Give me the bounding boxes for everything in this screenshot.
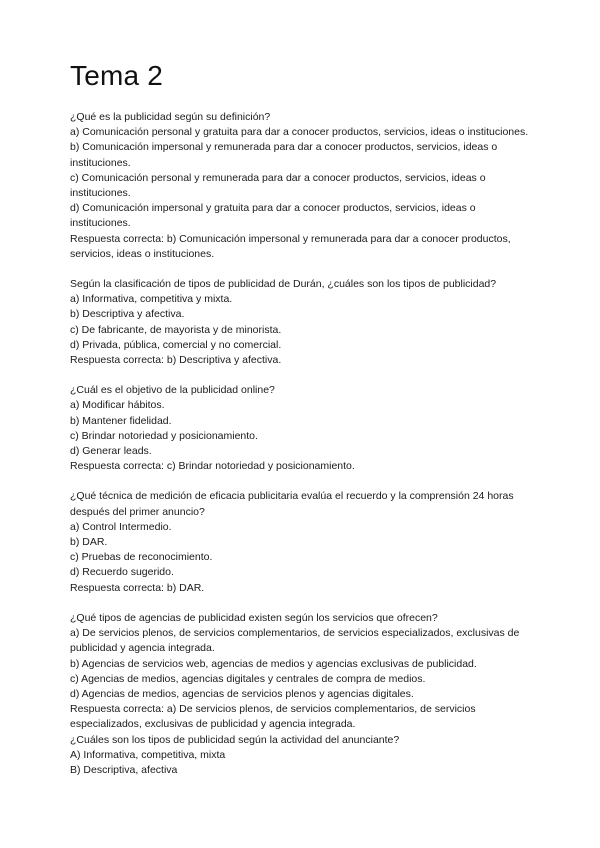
answer-text: Respuesta correcta: c) Brindar notoriedad y posicionamiento.	[70, 460, 355, 473]
question-5	[70, 611, 532, 733]
answer-text: Respuesta correcta: b) Comunicación impersonal y remunerada para dar a conocer productos, servicios, ideas o instituciones.	[70, 232, 511, 260]
answer-text: Respuesta correcta: b) DAR.	[70, 581, 205, 594]
question-3	[70, 383, 532, 474]
question-option: d) Recuerdo sugerido.	[70, 566, 174, 579]
question-option: d) Agencias de medios, agencias de servicios plenos y agencias digitales.	[70, 687, 414, 700]
question-option: b) DAR.	[70, 536, 108, 549]
question-option: c) Pruebas de reconocimiento.	[70, 551, 213, 564]
answer-text: Respuesta correcta: a) De servicios plenos, de servicios complementarios, de servicios especializados, exclusivas de publicidad y agencia integrada.	[70, 703, 476, 731]
question-option: B) Descriptiva, afectiva	[70, 763, 178, 776]
question-1	[70, 110, 532, 262]
page-title: Tema 2	[70, 60, 164, 91]
question-2	[70, 277, 532, 368]
question-text: ¿Qué es la publicidad según su definición?	[70, 111, 271, 123]
question-text: ¿Cuál es el objetivo de la publicidad online?	[70, 384, 275, 397]
question-text: ¿Cuáles son los tipos de publicidad según la actividad del anunciante?	[70, 733, 400, 746]
question-option: b) Descriptiva y afectiva.	[70, 308, 185, 321]
question-option: d) Comunicación impersonal y gratuita para dar a conocer productos, servicios, ideas o instituciones.	[70, 202, 476, 230]
question-option: a) Control Intermedio.	[70, 520, 172, 533]
question-6	[70, 733, 532, 779]
question-text: ¿Qué técnica de medición de eficacia publicitaria evalúa el recuerdo y la comprensión 24 horas después del primer anuncio?	[70, 490, 514, 518]
question-option: b) Mantener fidelidad.	[70, 414, 172, 427]
question-option: d) Generar leads.	[70, 445, 152, 458]
question-option: c) De fabricante, de mayorista y de minorista.	[70, 323, 282, 336]
question-option: a) Comunicación personal y gratuita para dar a conocer productos, servicios, ideas o instituciones.	[70, 126, 529, 139]
question-4	[70, 489, 532, 595]
answer-text: Respuesta correcta: b) Descriptiva y afectiva.	[70, 354, 282, 367]
question-option: a) Modificar hábitos.	[70, 399, 165, 412]
question-option: b) Agencias de servicios web, agencias de medios y agencias exclusivas de publicidad.	[70, 657, 477, 670]
question-text: Según la clasificación de tipos de publicidad de Durán, ¿cuáles son los tipos de publicidad?	[70, 278, 497, 291]
question-option: a) Informativa, competitiva y mixta.	[70, 293, 233, 306]
question-option: c) Agencias de medios, agencias digitales y centrales de compra de medios.	[70, 672, 426, 685]
question-option: c) Brindar notoriedad y posicionamiento.	[70, 429, 258, 442]
question-option: d) Privada, pública, comercial y no comercial.	[70, 338, 282, 351]
question-option: A) Informativa, competitiva, mixta	[70, 748, 226, 761]
question-option: a) De servicios plenos, de servicios complementarios, de servicios especializados, exclusivas de publicidad y agencia integrada.	[70, 627, 520, 655]
question-option: b) Comunicación impersonal y remunerada para dar a conocer productos, servicios, ideas o instituciones.	[70, 141, 498, 169]
question-text: ¿Qué tipos de agencias de publicidad existen según los servicios que ofrecen?	[70, 611, 438, 624]
question-option: c) Comunicación personal y remunerada para dar a conocer productos, servicios, ideas o instituciones.	[70, 171, 486, 200]
